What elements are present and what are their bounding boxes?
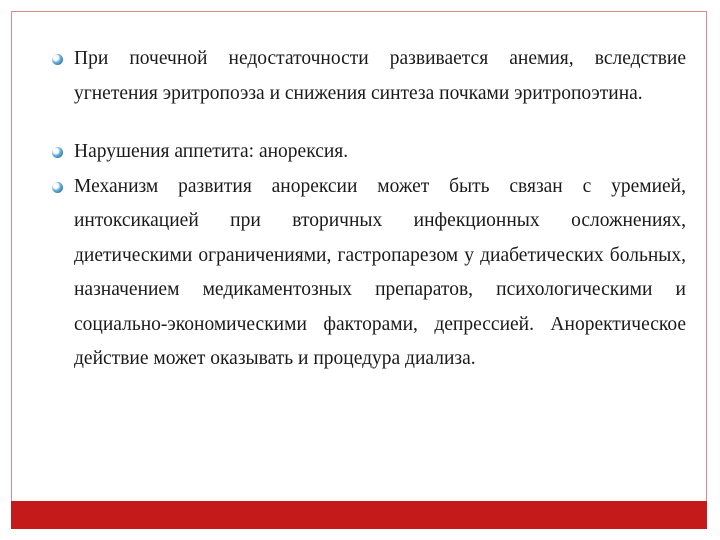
bullet-text: При почечной недостаточности развивается анемия, вследствие угнетения эритропоэза и снижения синтеза почками эритропоэтина.: [74, 48, 686, 104]
bullet-item: [52, 135, 686, 170]
bullet-text: Нарушения аппетита: анорексия.: [74, 141, 349, 162]
bullet-item: [52, 42, 686, 111]
bullet-list: [52, 42, 686, 377]
footer-accent-bar: [11, 501, 707, 529]
bullet-item: [52, 170, 686, 377]
bullet-dot-icon: [52, 54, 63, 65]
bullet-dot-icon: [52, 147, 63, 158]
bullet-dot-icon: [52, 182, 63, 193]
bullet-text: Механизм развития анорексии может быть связан с уремией, интоксикацией при вторичных инфекционных осложнениях, диетическими ограничениями, гастропарезом у диабетических больных, назначением медикаментозных препаратов, психологическими и социально-экономическими факторами, депрессией. Аноректическое действие может оказывать и процедура диализа.: [74, 175, 686, 369]
